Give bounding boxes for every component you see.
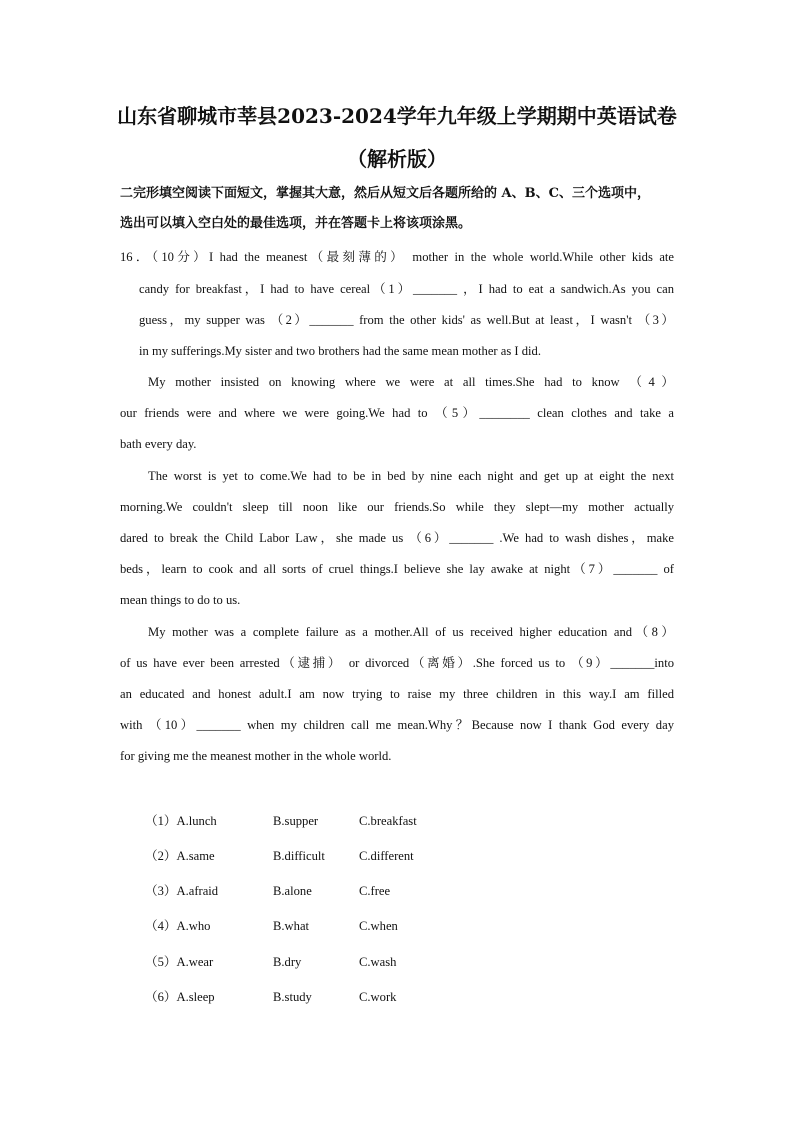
option-a: （4）A.who [145,919,211,933]
option-c: C.work [359,990,397,1004]
option-a: （6）A.sleep [145,990,215,1004]
passage-line: My mother was a complete failure as a mother.All of us received higher education and（8） [148,625,674,639]
passage-line: My mother insisted on knowing where we were at all times.She had to know （4） [148,375,674,389]
passage-line: beds，learn to cook and all sorts of cruel things.I believe she lay awake at night（7）_______ of [120,562,674,576]
passage-line: in my sufferings.My sister and two brothers had the same mean mother as I did. [139,344,541,358]
option-a: （1）A.lunch [145,814,217,828]
passage-line: mean things to do to us. [120,593,241,607]
exam-title: 山东省聊城市莘县2023-2024学年九年级上学期期中英语试卷 [117,104,677,128]
option-b: B.study [273,990,312,1004]
option-b: B.supper [273,814,319,828]
passage-line: for giving me the meanest mother in the whole world. [120,749,392,763]
option-c: C.breakfast [359,814,417,828]
option-c: C.free [359,884,391,898]
option-b: B.what [273,919,310,933]
passage-line: 16．（10分）I had the meanest（最刻薄的） mother in the whole world.While other kids ate [120,250,674,264]
passage-line: of us have ever been arrested（逮捕） or divorced（离婚）.She forced us to （9）_______into [120,656,674,670]
option-b: B.dry [273,955,302,969]
passage-line: The worst is yet to come.We had to be in bed by nine each night and get up at eight the next [148,469,674,483]
option-c: C.when [359,919,398,933]
option-a: （2）A.same [145,849,215,863]
option-b: B.alone [273,884,312,898]
section-instructions-line-1: 二完形填空阅读下面短文，掌握其大意，然后从短文后各题所给的 A、B、C、三个选项中， [120,186,650,201]
option-row-2 [145,848,545,864]
option-a: （5）A.wear [145,955,214,969]
option-row-3 [145,883,545,899]
option-a: （3）A.afraid [145,884,219,898]
exam-subtitle: （解析版） [347,147,447,171]
option-c: C.wash [359,955,397,969]
passage-line: with （10）_______ when my children call me mean.Why？Because now I thank God every day [120,718,674,732]
option-row-5 [145,954,545,970]
passage-line: guess，my supper was （2）_______ from the other kids' as well.But at least，I wasn't （3） [139,313,674,327]
option-row-4 [145,918,545,934]
passage-line: an educated and honest adult.I am now trying to raise my three children in this way.I am filled [120,687,674,701]
option-c: C.different [359,849,414,863]
passage-line: our friends were and where we were going.We had to （5）________ clean clothes and take a [120,406,674,420]
section-instructions-line-2: 选出可以填入空白处的最佳选项，并在答题卡上将该项涂黑。 [120,216,472,231]
option-row-1 [145,813,545,829]
passage-line: bath every day. [120,437,197,451]
passage-line: morning.We couldn't sleep till noon like our friends.So while they slept—my mother actually [120,500,674,514]
option-b: B.difficult [273,849,325,863]
passage-line: dared to break the Child Labor Law，she made us （6）_______ .We had to wash dishes，make [120,531,674,545]
passage-line: candy for breakfast，I had to have cereal（1）_______ ，I had to eat a sandwich.As you can [139,282,674,296]
option-row-6 [145,989,545,1005]
